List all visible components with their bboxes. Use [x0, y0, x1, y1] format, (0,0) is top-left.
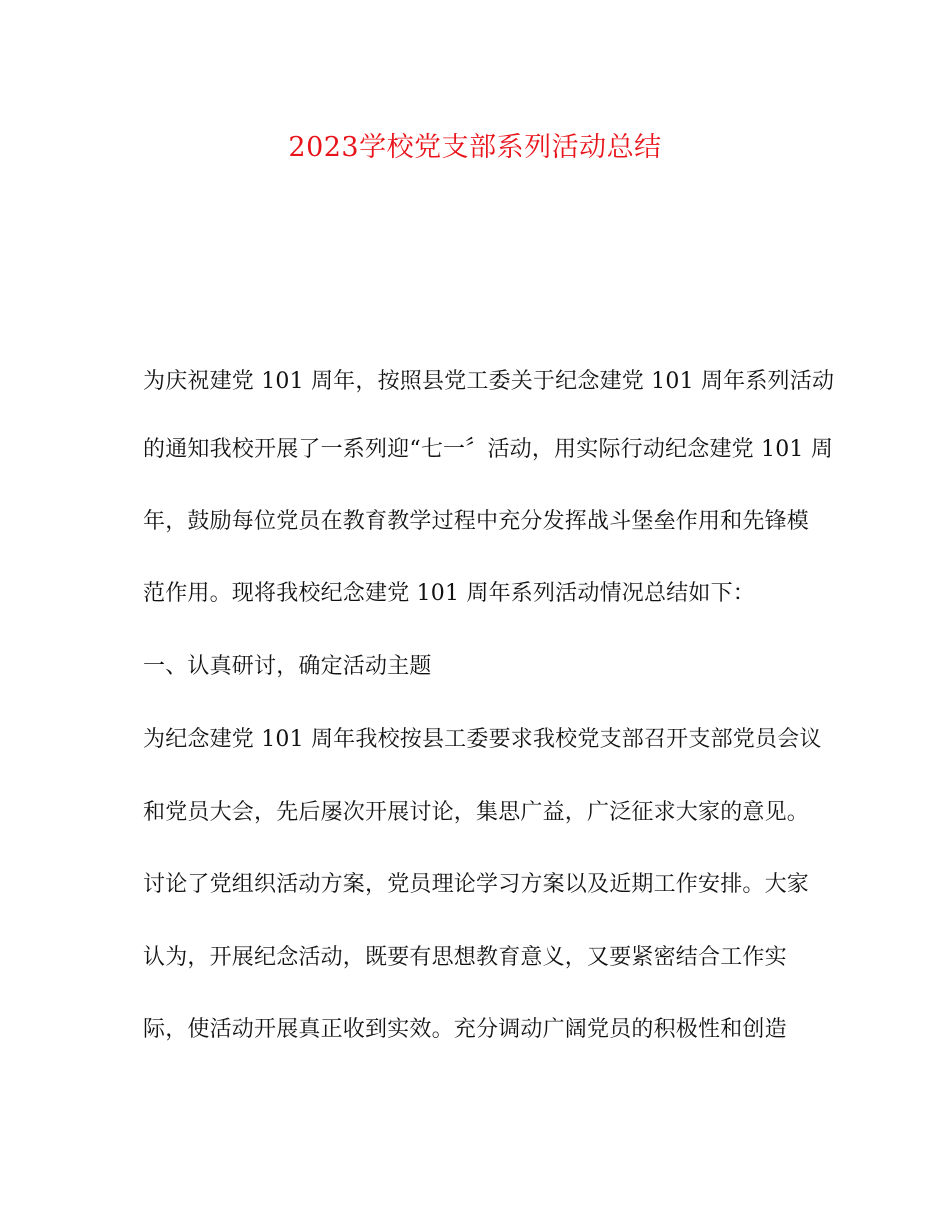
body-line-3: 年，鼓励每位党员在教育教学过程中充分发挥战斗堡垒作用和先锋模: [143, 509, 810, 534]
body-line-8: 认为，开展纪念活动，既要有思想教育意义，又要紧密结合工作实: [143, 945, 787, 970]
body-line-1: 为庆祝建党 101 周年，按照县党工委关于纪念建党 101 周年系列活动: [143, 369, 835, 394]
body-line-7: 讨论了党组织活动方案，党员理论学习方案以及近期工作安排。大家: [143, 872, 810, 897]
body-line-4: 范作用。现将我校纪念建党 101 周年系列活动情况总结如下：: [143, 581, 755, 606]
body-line-6: 和党员大会，先后屡次开展讨论，集思广益，广泛征求大家的意见。: [143, 800, 810, 825]
body-line-5: 为纪念建党 101 周年我校按县工委要求我校党支部召开支部党员会议: [143, 727, 822, 752]
body-line-2: 的通知我校开展了一系列迎“七一〞活动，用实际行动纪念建党 101 周: [143, 437, 834, 462]
body-line-9: 际，使活动开展真正收到实效。充分调动广阔党员的积极性和创造: [143, 1017, 787, 1042]
document-title: 2023学校党支部系列活动总结: [288, 132, 662, 163]
section-heading-1: 一、认真研讨，确定活动主题: [143, 654, 432, 679]
